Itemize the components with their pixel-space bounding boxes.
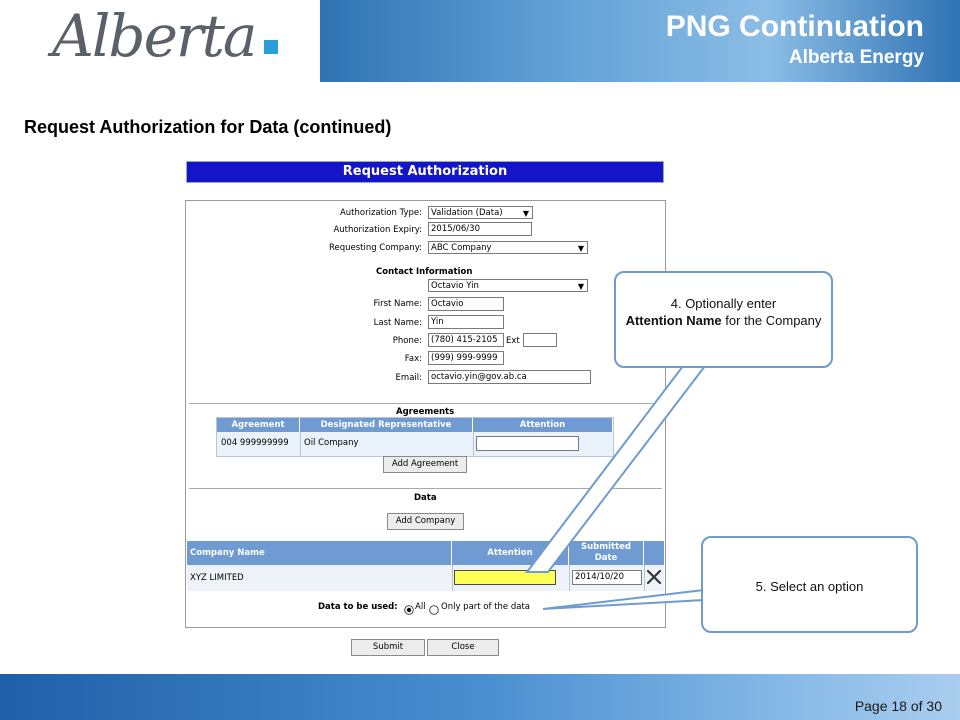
last-name-input[interactable]: Yin [428,315,504,329]
email-label: Email: [395,373,422,383]
callout-4-text-1: 4. Optionally enter [670,296,777,311]
phone-input[interactable]: (780) 415-2105 [428,333,504,347]
submitted-date-input[interactable]: 2014/10/20 [572,570,642,585]
callout-4-text-2: for the Company [725,313,822,328]
company-col-name: Company Name [187,541,452,565]
agreements-col-designated-representative: Designated Representative [300,418,473,432]
designated-representative: Oil Company [304,438,359,448]
last-name-label: Last Name: [373,318,422,328]
close-button[interactable]: Close [427,639,499,656]
phone-label: Phone: [392,336,422,346]
agreements-col-attention: Attention [473,418,613,432]
authorization-type-label: Authorization Type: [339,208,422,218]
callout-5-pointer [543,590,704,609]
data-to-be-used-label: Data to be used: [318,602,398,612]
header-title: PNG Continuation [665,10,924,43]
radio-only-part-label: Only part of the data [441,602,530,612]
request-authorization-title-bar: Request Authorization [186,161,664,183]
chevron-down-icon: ▼ [577,282,584,291]
agreement-number: 004 999999999 [221,438,289,448]
add-agreement-button[interactable]: Add Agreement [383,456,467,473]
contact-information-heading: Contact Information [376,267,473,277]
radio-all-label: All [415,602,426,612]
callout-step-4 [614,271,833,368]
ext-label: Ext [506,336,520,346]
first-name-input[interactable]: Octavio [428,297,504,311]
company-name: XYZ LIMITED [190,573,244,583]
authorization-expiry-input[interactable]: 2015/06/30 [428,222,532,236]
company-col-attention: Attention [452,541,569,565]
callout-4-pointer [527,366,705,572]
page-number: Page 18 of 30 [854,698,942,714]
chevron-down-icon: ▼ [577,244,584,253]
email-input[interactable]: octavio.yin@gov.ab.ca [428,370,591,384]
slide-title: Request Authorization for Data (continued) [24,117,392,137]
callout-step-5: 5. Select an option [701,536,918,633]
authorization-expiry-label: Authorization Expiry: [333,225,422,235]
alberta-logo: Alberta [52,2,256,70]
chevron-down-icon: ▼ [522,209,529,218]
agreements-heading: Agreements [396,407,455,417]
callout-4-text-bold: Attention Name [625,313,722,328]
fax-input[interactable]: (999) 999-9999 [428,351,504,365]
authorization-type-select[interactable]: Validation (Data) ▼ [428,206,533,219]
header-subtitle: Alberta Energy [788,47,924,68]
submit-button[interactable]: Submit [351,639,425,656]
first-name-label: First Name: [373,299,422,309]
requesting-company-select[interactable]: ABC Company ▼ [428,241,588,254]
agreements-col-agreement: Agreement [217,418,300,432]
requesting-company-label: Requesting Company: [328,243,422,253]
company-col-submitted-date: Submitted Date [569,541,644,565]
contact-select[interactable]: Octavio Yin ▼ [428,279,588,292]
footer-band [0,674,960,720]
data-heading: Data [414,493,437,503]
fax-label: Fax: [404,354,422,364]
add-company-button[interactable]: Add Company [387,513,464,530]
